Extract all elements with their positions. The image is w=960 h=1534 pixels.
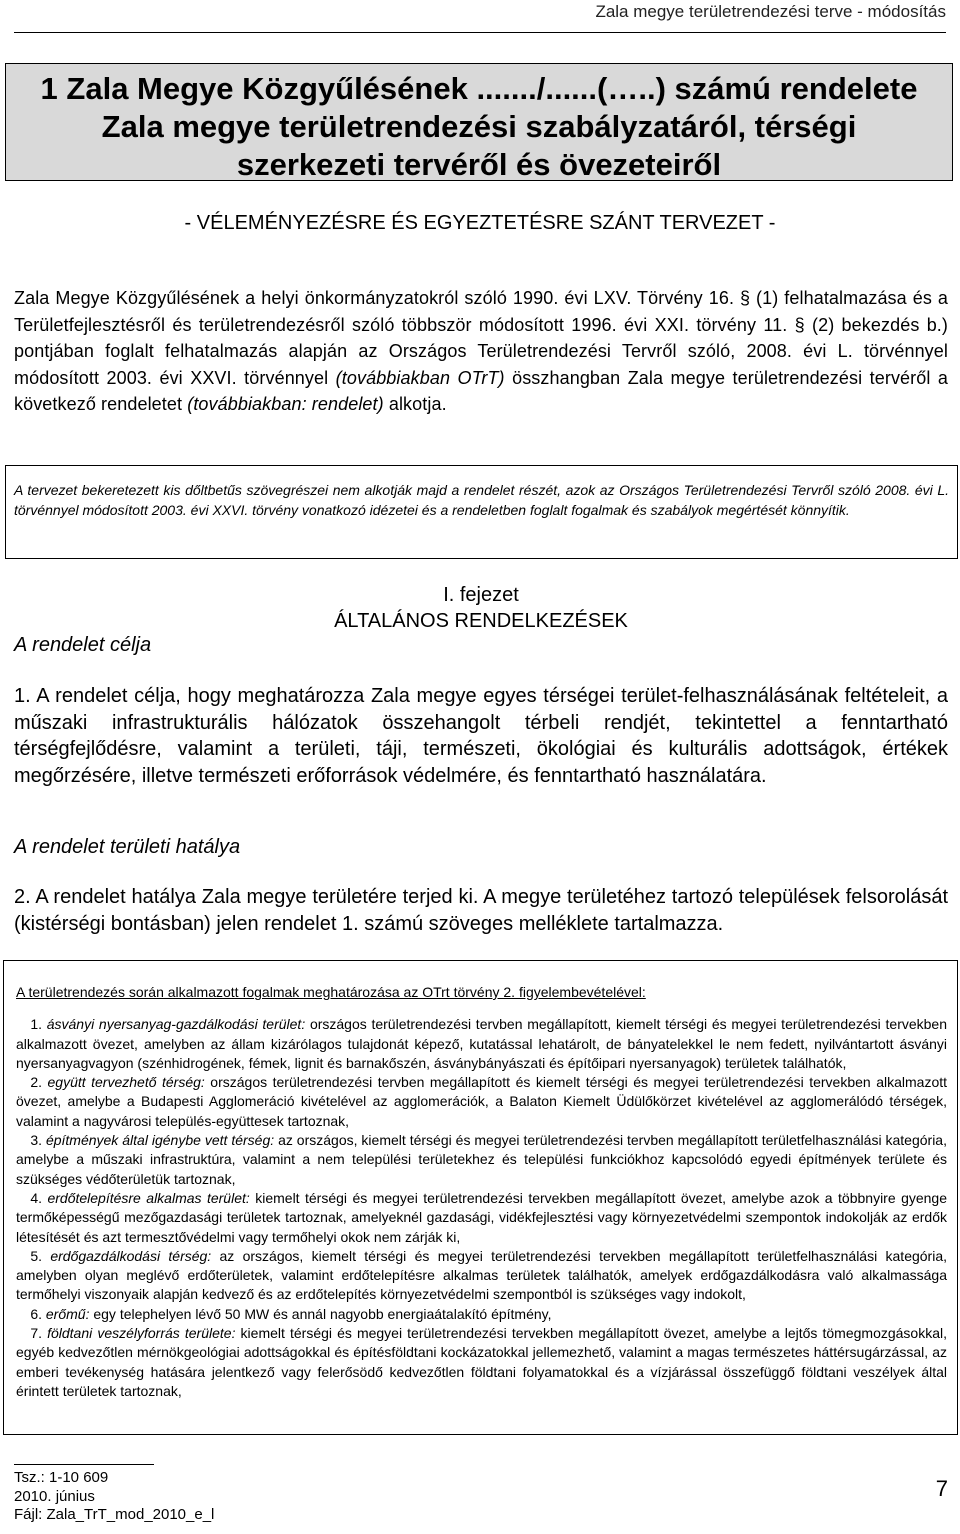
- definition-item: [16, 1324, 947, 1401]
- definition-item: [16, 1015, 947, 1073]
- subtitle: - VÉLEMÉNYEZÉSRE ÉS EGYEZTETÉSRE SZÁNT TERVEZET -: [184, 212, 776, 234]
- preamble-text-3: alkotja.: [383, 394, 447, 414]
- chapter-number: I. fejezet: [443, 584, 519, 606]
- definition-text: kiemelt térségi és megyei területrendezési tervekben megállapított övezet, amelybe azok a többnyire gyenge termőképességű mezőgazdasági területek tartoznak, amelyeknél gazdasági, vidékfejlesztési vagy környezetvédelmi szempontok indokolják az erdők létesítését és azt termesztővédelmi vagy termőhelyi okok nem zárják ki,: [16, 1189, 948, 1245]
- preamble-text-2: összhangban Zala megye területrendezési tervéről a következő rendeletet: [14, 367, 949, 414]
- definitions-list: [16, 1015, 947, 1401]
- running-header: Zala megye területrendezési terve - módosítás: [595, 2, 946, 21]
- definition-item: [16, 1189, 947, 1247]
- preamble-italic-2: (továbbiakban: rendelet): [187, 394, 384, 414]
- definition-term: építmények által igénybe vett térség:: [45, 1132, 275, 1149]
- header-rule: [14, 32, 946, 33]
- definition-item: [16, 1247, 947, 1305]
- definition-text: az országos, kiemelt térségi és megyei területrendezési tervben megállapított területfelhasználási kategória, amelybe a műszaki infrastruktúra, valamint a nem települési területekhez és települési funkciókhoz kapcsolódó egyedi építmények területe és szükséges védőterületük tartoznak,: [16, 1132, 947, 1187]
- title-line-1: 1 Zala Megye Közgyűlésének ......./......(…..) számú rendelete: [40, 71, 918, 106]
- definition-term: erdőgazdálkodási térség:: [50, 1247, 212, 1264]
- definition-number: 5.: [30, 1247, 42, 1264]
- definition-term: földtani veszélyforrás területe:: [47, 1325, 236, 1342]
- section-heading-scope: A rendelet területi hatálya: [14, 836, 241, 858]
- definition-number: 4.: [30, 1189, 42, 1206]
- section-1-text: 1. A rendelet célja, hogy meghatározza Zala megye egyes térségei terület-felhasználásának feltételeit, a műszaki infrastrukturális hálózatok összehangolt térbeli rendjét, tekintettel a fenntartható térségfejlődésre, valamint a területi, táji, természeti, ökológiai és kulturális adottságok, értékek megőrzésére, illetve természeti erőforrások védelmére, és fenntartható használatára.: [14, 685, 948, 787]
- note-box: A tervezet bekeretezett kis dőltbetűs szövegrészei nem alkotják majd a rendelet részét, azok az Országos Területrendezési Tervről szóló 2008. évi L. törvénnyel módosított 2003. évi XXVI. törvény vonatkozó idézetei és a rendeletben foglalt fogalmak és szabályok megértését könnyítik.: [5, 465, 958, 559]
- definitions-heading: A területrendezés során alkalmazott fogalmak meghatározása az OTrt törvény 2. figyelembevételével:: [16, 984, 646, 1000]
- definition-term: együtt tervezhető térség:: [47, 1074, 205, 1091]
- page-number: 7: [935, 1476, 948, 1501]
- definitions-box: [3, 960, 958, 1435]
- definition-item: [16, 1131, 947, 1189]
- definition-text: egy telephelyen lévő 50 MW és annál nagyobb energiaátalakító építmény,: [89, 1305, 552, 1322]
- definition-text: kiemelt térségi és megyei területrendezési tervekben megállapított övezet, amelybe a lejtős tömegmozgásokkal, egyéb kedvezőtlen mérnökgeológiai adottságokkal és építésföldtani kockázatokkal jellemezhető, valamint a magas természetes háttérsugárzással, az emberi tevékenység hatására jelentkező vagy felerősödő kedvezőtlen földtani folyamatokkal és a vízjárással összefüggő földtani veszélyek által érintett területek tartoznak,: [16, 1325, 948, 1399]
- definition-item: [16, 1073, 947, 1131]
- section-heading-purpose: A rendelet célja: [14, 634, 152, 656]
- footer-file: Fájl: Zala_TrT_mod_2010_e_l: [14, 1506, 215, 1523]
- definition-number: 7.: [30, 1325, 42, 1342]
- preamble: [14, 285, 948, 418]
- title-line-3: szerkezeti tervéről és övezeteiről: [236, 147, 722, 182]
- preamble-text-1: Zala Megye Közgyűlésének a helyi önkormányzatokról szóló 1990. évi LXV. Törvény 16. § (1) felhatalmazása és a Területfejlesztésről és területrendezésről szóló többször módosított 1996. évi XXI. törvény 11. § (2) bekezdés b.) pontjában foglalt felhatalmazás alapján az Országos Területrendezési Tervről szóló, 2008. évi L. törvénnyel módosított 2003. évi XXVI. törvénnyel: [14, 288, 948, 388]
- definition-number: 1.: [30, 1016, 42, 1033]
- footer-rule: [14, 1464, 154, 1465]
- definition-text: országos területrendezési tervben megállapított és kiemelt térségi és megyei területrendezési tervekben alkalmazott övezet, amelybe a Budapesti Agglomeráció kivételével az agglomerációk, a Balaton Kiemelt Üdülőkörzet kivételével az agglomerálódó térségek, valamint a nagyvárosi település-együttesek tartoznak,: [16, 1074, 948, 1129]
- chapter-heading: [300, 582, 662, 634]
- definition-text: országos területrendezési tervben megállapított, kiemelt térségi és megyei területrendezési tervekben alkalmazott övezet, amelyben az állam kizárólagos tulajdonát képező, kutatással lehatárolt, de bányatelekkel le nem fedett, nyilvántartott ásványi nyersanyagvagyon (szénhidrogének, fémek, lignit és barnakőszén, ásványbányászati és építőipari nyersanyagok) területek találhatók,: [16, 1016, 947, 1071]
- footer-info: [14, 1469, 214, 1525]
- section-2-text: 2. A rendelet hatálya Zala megye területére terjed ki. A megye területéhez tartozó települések felsorolását (kistérségi bontásban) jelen rendelet 1. számú szöveges melléklete tartalmazza.: [14, 886, 948, 935]
- footer-date: 2010. június: [14, 1487, 95, 1505]
- definition-text: az országos, kiemelt térségi és megyei területrendezési tervekben megállapított területfelhasználási kategória, amelyben olyan meglévő erdőterületek, valamint erdőtelepítésre alkalmas területek találhatók, amelyek erdőgazdálkodásra való alkalmassága termőhelyi viszonyaik alapján kedvező és az erdőtelepítés környezetvédelmi szempontból is szükséges vagy indokolt,: [16, 1247, 948, 1303]
- title-line-2: Zala megye területrendezési szabályzatáról, térségi: [101, 109, 857, 144]
- footer-tsz: Tsz.: 1-10 609: [14, 1469, 109, 1486]
- definition-term: erőmű:: [45, 1305, 90, 1322]
- definition-number: 3.: [30, 1132, 42, 1149]
- definition-number: 6.: [30, 1305, 42, 1322]
- preamble-italic-1: (továbbiakban OTrT): [335, 367, 505, 388]
- definition-number: 2.: [30, 1074, 42, 1091]
- definition-term: erdőtelepítésre alkalmas terület:: [47, 1189, 250, 1206]
- definition-item: [16, 1305, 947, 1324]
- title-box: [5, 63, 953, 181]
- definition-term: ásványi nyersanyag-gazdálkodási terület:: [46, 1016, 306, 1033]
- chapter-title: ÁLTALÁNOS RENDELKEZÉSEK: [334, 610, 628, 632]
